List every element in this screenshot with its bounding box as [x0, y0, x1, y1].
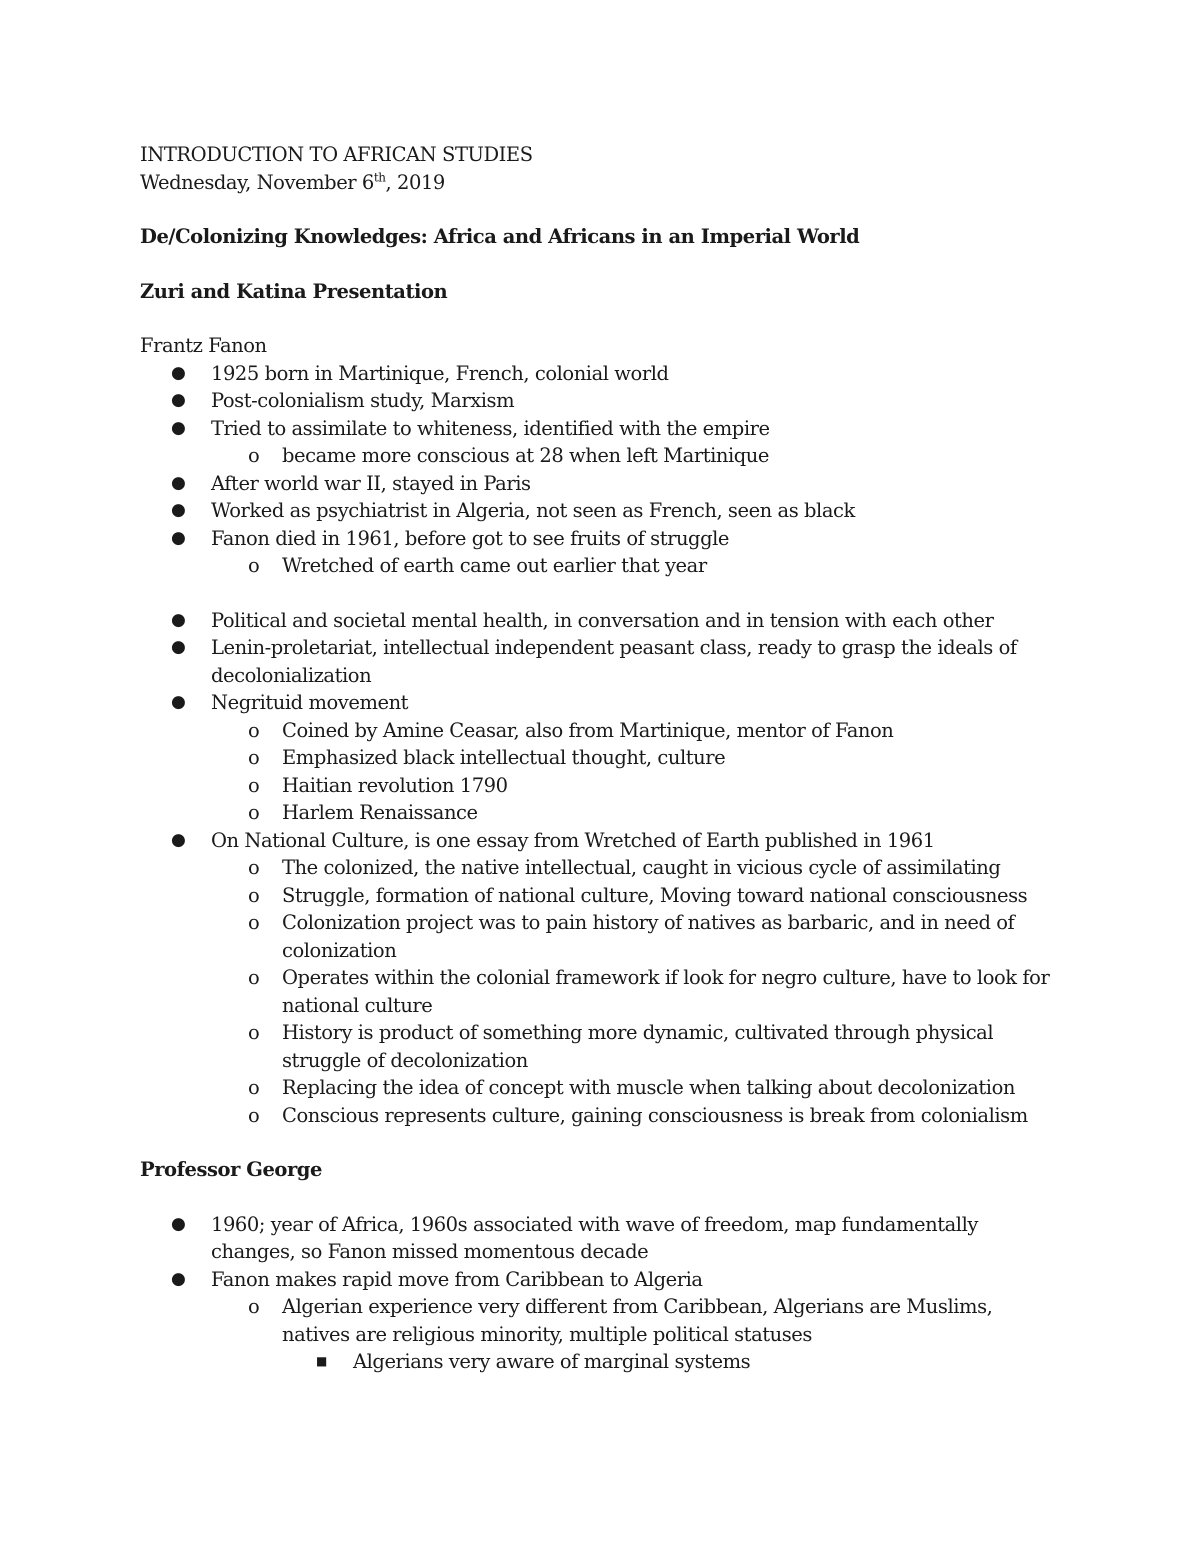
list-item [140, 415, 1070, 443]
bullet-dot: ● [171, 637, 186, 657]
list-item-text: The colonized, the native intellectual, caught in vicious cycle of assimilating [282, 856, 1001, 879]
list-item-text: Worked as psychiatrist in Algeria, not seen as French, seen as black [211, 499, 855, 522]
list-item-text: Conscious represents culture, gaining consciousness is break from colonialism [282, 1103, 1028, 1127]
list-item [140, 799, 1070, 827]
list-item-text: Lenin-proletariat, intellectual independent peasant class, ready to grasp the ideals of [211, 636, 1017, 659]
list-item [140, 1266, 1070, 1294]
bullet-circle: o [248, 746, 260, 769]
bullet-circle: o [248, 718, 260, 742]
bullet-circle: o [248, 856, 260, 879]
bullet-dot: ● [171, 390, 186, 410]
course-title: INTRODUCTION TO AFRICAN STUDIES [140, 143, 533, 166]
list-item-text: Wretched of earth came out earlier that year [282, 554, 707, 577]
bullet-circle: o [248, 1103, 260, 1127]
list-item [140, 882, 1070, 910]
bullet-dot: ● [171, 417, 186, 438]
list-item [140, 1074, 1070, 1102]
list-item [140, 689, 1070, 717]
list-item-continuation: colonization [282, 938, 397, 962]
list-item-continuation: struggle of decolonization [282, 1048, 528, 1072]
list-item-text: Algerians very aware of marginal systems [353, 1350, 751, 1373]
list-item-text: Operates within the colonial framework if look for negro culture, have to look for [282, 966, 1050, 989]
section-heading-presentation: Zuri and Katina Presentation [140, 279, 448, 303]
list-item-text: Fanon died in 1961, before got to see fruits of struggle [211, 526, 730, 550]
list-item-text: Tried to assimilate to whiteness, identified with the empire [211, 416, 770, 440]
bullet-circle: o [248, 773, 260, 797]
list-item-text: Political and societal mental health, in conversation and in tension with each other [211, 608, 994, 632]
list-item [140, 717, 1070, 745]
list-item [140, 744, 1070, 772]
bullet-dot: ● [171, 472, 186, 493]
list-item [140, 387, 1070, 415]
bullet-circle: o [248, 1076, 260, 1099]
list-item [140, 634, 1070, 689]
bullet-dot: ● [171, 500, 186, 520]
bullet-dot: ● [171, 1213, 186, 1234]
list-item [140, 1211, 1070, 1266]
lecture-date: Wednesday, November 6th, 2019 [140, 170, 445, 194]
list-item-text: Post-colonialism study, Marxism [211, 389, 515, 412]
list-item-text: Fanon makes rapid move from Caribbean to Algeria [211, 1267, 703, 1291]
bullet-dot: ● [171, 692, 186, 712]
list-item [140, 525, 1070, 553]
bullet-dot: ● [171, 609, 186, 630]
list-item-text: 1960; year of Africa, 1960s associated with wave of freedom, map fundamentally [211, 1212, 978, 1236]
list-item-text: 1925 born in Martinique, French, colonial world [211, 361, 669, 385]
list-item [140, 909, 1070, 964]
list-item [140, 607, 1070, 635]
list-item [140, 827, 1070, 855]
bullet-circle: o [248, 966, 260, 989]
bullet-list-fanon [140, 360, 1070, 580]
list-item [140, 772, 1070, 800]
list-item-text: Colonization project was to pain history of natives as barbaric, and in need of [282, 911, 1015, 934]
bullet-square: ■ [316, 1354, 327, 1368]
bullet-dot: ● [171, 527, 186, 548]
list-item [140, 854, 1070, 882]
bullet-circle: o [248, 1021, 260, 1044]
list-item-text: Harlem Renaissance [282, 801, 478, 824]
list-item [140, 1019, 1070, 1074]
list-item [140, 470, 1070, 498]
list-item-continuation: decolonialization [211, 663, 372, 687]
bullet-dot: ● [171, 362, 186, 383]
list-item [140, 360, 1070, 388]
list-item-text: Coined by Amine Ceasar, also from Martinique, mentor of Fanon [282, 718, 894, 742]
list-item [140, 497, 1070, 525]
list-item-continuation: national culture [282, 993, 433, 1017]
list-item-text: Replacing the idea of concept with muscle when talking about decolonization [282, 1076, 1015, 1099]
list-item-continuation: natives are religious minority, multiple political statuses [282, 1322, 812, 1346]
section-heading-professor: Professor George [140, 1158, 322, 1181]
subject-name: Frantz Fanon [140, 334, 267, 357]
list-item-text: became more conscious at 28 when left Martinique [282, 444, 769, 467]
list-item [140, 442, 1070, 470]
bullet-list-national-culture [140, 607, 1070, 1130]
list-item-text: Algerian experience very different from Caribbean, Algerians are Muslims, [282, 1295, 993, 1318]
bullet-circle: o [248, 554, 260, 577]
bullet-circle: o [248, 801, 260, 824]
list-item [140, 964, 1070, 1019]
bullet-circle: o [248, 883, 260, 907]
list-item-continuation: changes, so Fanon missed momentous decade [211, 1240, 649, 1263]
list-item-text: Struggle, formation of national culture, Moving toward national consciousness [282, 883, 1028, 907]
list-item-text: History is product of something more dynamic, cultivated through physical [282, 1021, 994, 1044]
bullet-dot: ● [171, 1268, 186, 1289]
list-item-text: On National Culture, is one essay from Wretched of Earth published in 1961 [211, 828, 935, 852]
list-item [140, 1102, 1070, 1130]
list-item-text: After world war II, stayed in Paris [211, 471, 531, 495]
lecture-title: De/Colonizing Knowledges: Africa and Africans in an Imperial World [140, 225, 860, 248]
notes-body [140, 141, 1070, 1376]
list-item-text: Emphasized black intellectual thought, culture [282, 746, 726, 769]
list-item [140, 1293, 1070, 1348]
bullet-circle: o [248, 1295, 260, 1318]
bullet-list-professor [140, 1211, 1070, 1376]
list-item-text: Negrituid movement [211, 691, 409, 714]
list-item [140, 1348, 1070, 1376]
bullet-dot: ● [171, 829, 186, 850]
list-item [140, 552, 1070, 580]
bullet-circle: o [248, 911, 260, 934]
bullet-circle: o [248, 444, 260, 467]
list-item-text: Haitian revolution 1790 [282, 773, 508, 797]
